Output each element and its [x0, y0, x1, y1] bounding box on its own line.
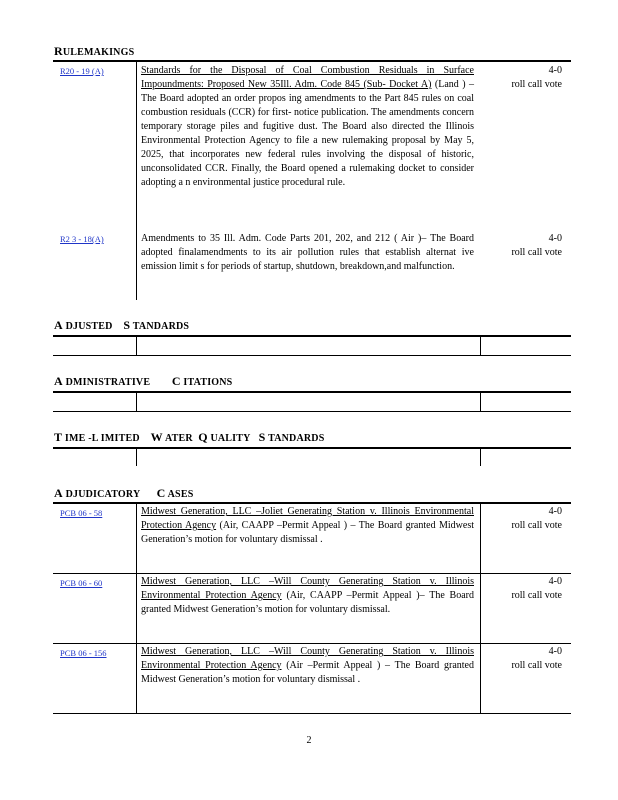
section-rule: [53, 391, 571, 393]
vote-result: 4-0 roll call vote: [511, 576, 562, 601]
section-title-administrative-citations: A DMINISTRATIVE C ITATIONS: [54, 374, 233, 388]
docket-link[interactable]: R2 3 - 18(A): [60, 234, 104, 244]
section-rule: [53, 60, 571, 62]
table-bottom-rule: [53, 355, 571, 356]
column-divider: [480, 503, 481, 714]
section-rule: [53, 447, 571, 449]
column-divider: [480, 392, 481, 412]
docket-link[interactable]: R20 - 19 (A): [60, 66, 104, 76]
table-bottom-rule: [53, 411, 571, 412]
docket-link[interactable]: PCB 06 - 156: [60, 648, 107, 658]
page-number: 2: [306, 735, 312, 746]
vote-result: 4-0 roll call vote: [511, 233, 562, 258]
row-divider: [53, 643, 571, 644]
case-description: Midwest Generation, LLC –Joliet Generating Station v. Illinois Environmental Protection Agency (Air, CAAPP –Permit Appeal ) – The Board granted Midwest Generation’s motion for voluntary dismissal .: [141, 506, 474, 545]
section-title-rulemakings: RULEMAKINGS: [54, 44, 135, 58]
column-divider: [480, 448, 481, 466]
table-bottom-rule: [53, 713, 571, 714]
vote-result: 4-0 roll call vote: [511, 506, 562, 531]
column-divider: [136, 336, 137, 356]
row-divider: [53, 573, 571, 574]
vote-result: 4-0 roll call vote: [511, 65, 562, 90]
column-divider: [136, 392, 137, 412]
column-divider: [136, 448, 137, 466]
rulemaking-description: Standards for the Disposal of Coal Combustion Residuals in Surface Impoundments: Proposed New 35Ill. Adm. Code 845 (Sub- Docket A) (Land ) – The Board adopted an order propos ing amendments to the Part 845 rules on coal combustion residuals (CCR) for first- notice publication. The amendments concern temporary storage piles and fugitive dust. The Board also directed the Illinois Environmental Protection Agency to file a new rulemaking proposal by May 5, 2025, that incorporates new federal rules involving the disposal of historic, unconsolidated CCR. Finally, the Board opened a rulemaking docket to consider adopting a n environmental justice procedural rule.: [141, 65, 475, 188]
docket-link[interactable]: PCB 06 - 58: [60, 508, 103, 518]
section-rule: [53, 502, 571, 504]
section-rule: [53, 335, 571, 337]
vote-result: 4-0 roll call vote: [511, 646, 562, 671]
section-title-time-limited-wqs: T IME -L IMITED W ATER Q UALITY S TANDARDS: [54, 430, 325, 444]
column-divider: [480, 336, 481, 356]
docket-link[interactable]: PCB 06 - 60: [60, 578, 103, 588]
column-divider: [136, 503, 137, 714]
section-title-adjudicatory-cases: A DJUDICATORY C ASES: [54, 486, 194, 500]
case-description: Midwest Generation, LLC –Will County Generating Station v. Illinois Environmental Protection Agency (Air –Permit Appeal ) – The Board granted Midwest Generation’s motion for voluntary dismissal .: [141, 646, 474, 685]
section-title-adjusted-standards: A DJUSTED S TANDARDS: [54, 318, 190, 332]
rulemaking-description: Amendments to 35 Ill. Adm. Code Parts 201, 202, and 212 ( Air )– The Board adopted finalamendments to its air pollution rules that establish alternat ive emission limit s for periods of startup, shutdown, breakdown,and malfunction.: [141, 233, 474, 272]
case-description: Midwest Generation, LLC –Will County Generating Station v. Illinois Environmental Protection Agency (Air, CAAPP –Permit Appeal )– The Board granted Midwest Generation’s motion for voluntary dismissal.: [141, 576, 474, 615]
column-divider: [136, 61, 137, 300]
